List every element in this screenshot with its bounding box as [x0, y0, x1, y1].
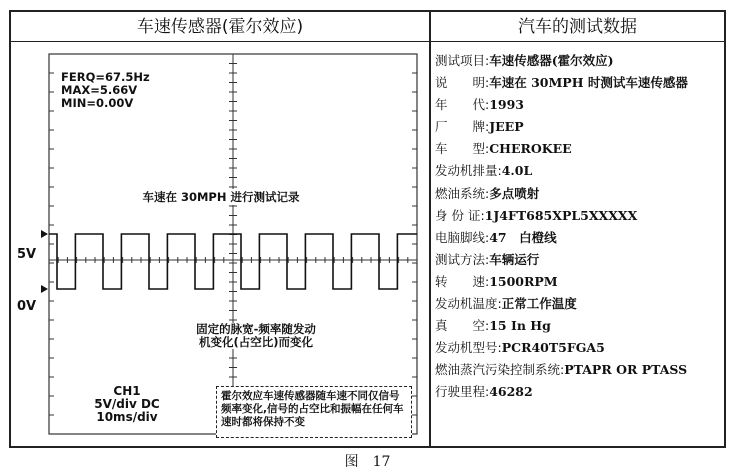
panel-divider — [429, 12, 431, 446]
max-readout: MAX=5.66V — [61, 83, 138, 97]
test-data-row — [435, 94, 723, 116]
test-data-row — [435, 205, 723, 227]
test-data-value: 正常工作温度 — [501, 296, 577, 312]
test-data-row — [435, 381, 723, 403]
test-data-label: 发动机型号: — [435, 340, 502, 356]
hall-effect-note: 霍尔效应车速传感器随车速不同仅信号频率变化,信号的占空比和振幅在任何车速时都将保持不变 — [216, 386, 412, 438]
test-data-label: 燃油蒸汽污染控制系统: — [435, 362, 565, 378]
test-data-label: 身 份 证: — [435, 207, 485, 223]
test-data-label: 电脑脚线: — [435, 229, 490, 245]
test-data-row — [435, 293, 723, 315]
test-data-value: 4.0L — [501, 163, 533, 179]
level-0v-label: 0V — [17, 299, 37, 314]
test-data-value: 1500RPM — [489, 273, 558, 289]
test-data-row — [435, 227, 723, 249]
test-data-row — [435, 337, 723, 359]
test-data-value: 46282 — [489, 384, 533, 400]
test-data-value: JEEP — [489, 119, 524, 135]
volts-per-div: 5V/div DC — [94, 397, 160, 411]
test-data-row — [435, 271, 723, 293]
test-data-label: 发动机温度: — [435, 296, 502, 312]
channel-name: CH1 — [113, 384, 141, 398]
scope-readout — [61, 71, 150, 110]
oscilloscope-panel — [11, 42, 429, 446]
test-data-row — [435, 72, 723, 94]
test-data-label: 发动机排量: — [435, 163, 502, 179]
test-data-label: 行驶里程: — [435, 384, 490, 400]
test-data-list — [435, 50, 723, 404]
test-data-label: 厂 牌: — [435, 119, 490, 135]
test-data-value: 1993 — [489, 97, 525, 113]
pulse-caption-line-2: 机变化(占空比)而变化 — [198, 335, 313, 349]
test-data-row — [435, 160, 723, 182]
test-data-label: 测试方法: — [435, 251, 490, 267]
test-data-row — [435, 116, 723, 138]
test-data-value: 车速在 30MPH 时测试车速传感器 — [489, 75, 688, 91]
channel-settings — [79, 385, 175, 424]
frequency-readout: FERQ=67.5Hz — [61, 70, 150, 84]
test-data-row — [435, 183, 723, 205]
test-data-row — [435, 359, 723, 381]
test-data-label: 燃油系统: — [435, 185, 490, 201]
figure-frame — [9, 10, 726, 448]
test-data-label: 说 明: — [435, 75, 490, 91]
test-data-row — [435, 50, 723, 72]
test-data-label: 真 空: — [435, 318, 490, 334]
test-data-value: PTAPR OR PTASS — [564, 362, 688, 378]
test-data-value: 多点喷射 — [489, 185, 540, 201]
test-data-row — [435, 138, 723, 160]
test-data-value: 车速传感器(霍尔效应) — [489, 53, 614, 68]
figure-label: 图 17 — [344, 454, 391, 470]
test-data-value: 47 白橙线 — [489, 229, 557, 245]
test-data-value: 15 In Hg — [489, 318, 551, 334]
scope-title: 车速传感器(霍尔效应) — [11, 12, 429, 42]
level-5v-label: 5V — [17, 247, 37, 262]
record-caption: 车速在 30MPH 进行测试记录 — [111, 189, 331, 205]
level-5v-marker — [41, 230, 48, 238]
level-0v-marker — [41, 285, 48, 293]
test-data-row — [435, 249, 723, 271]
test-data-label: 车 型: — [435, 141, 490, 157]
pulse-caption-line-1: 固定的脉宽-频率随发动 — [196, 322, 316, 336]
time-per-div: 10ms/div — [96, 410, 158, 424]
min-readout: MIN=0.00V — [61, 96, 134, 110]
test-data-label: 年 代: — [435, 97, 490, 113]
pulse-caption — [161, 323, 351, 349]
test-data-value: 车辆运行 — [489, 251, 540, 267]
test-data-value: 1J4FT685XPL5XXXXX — [484, 207, 638, 223]
data-title: 汽车的测试数据 — [431, 12, 724, 42]
test-data-label: 转 速: — [435, 273, 490, 289]
test-data-value: PCR40T5FGA5 — [501, 340, 605, 356]
test-data-value: CHEROKEE — [489, 141, 572, 157]
test-data-label: 测试项目: — [435, 53, 490, 68]
test-data-row — [435, 315, 723, 337]
